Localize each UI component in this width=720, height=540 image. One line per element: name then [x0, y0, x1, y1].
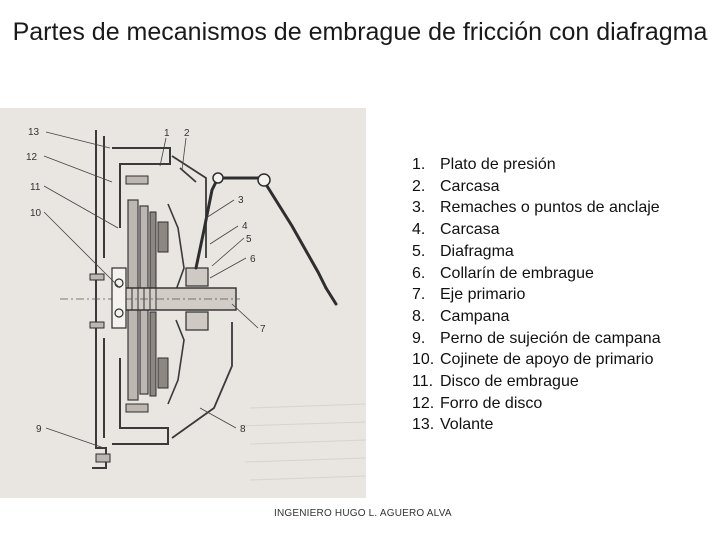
- legend-number: 9.: [412, 329, 426, 347]
- legend-item: [412, 241, 661, 263]
- legend-item: [412, 328, 661, 350]
- legend-item: [412, 393, 661, 415]
- legend-item: [412, 219, 661, 241]
- legend-number: 10.: [412, 351, 435, 369]
- callout-2: 2: [184, 128, 190, 139]
- callout-11: 11: [30, 182, 41, 193]
- clutch-diagram-drawing: [0, 108, 366, 498]
- legend-label: Campana: [440, 307, 510, 325]
- callout-8: 8: [240, 424, 246, 435]
- callout-1: 1: [164, 128, 170, 139]
- legend-item: [412, 306, 661, 328]
- legend-label: Remaches o puntos de anclaje: [440, 199, 660, 217]
- legend-item: [412, 197, 661, 219]
- legend-item: [412, 284, 661, 306]
- legend-item: [412, 371, 661, 393]
- legend-number: 13.: [412, 416, 435, 434]
- primary-shaft: [60, 288, 240, 310]
- callout-6: 6: [250, 254, 256, 265]
- legend-label: Perno de sujeción de campana: [440, 329, 661, 347]
- legend-item: [412, 349, 661, 371]
- legend-label: Forro de disco: [440, 394, 543, 412]
- legend-label: Volante: [440, 416, 494, 434]
- legend-number: 11.: [412, 373, 434, 391]
- parts-legend: [412, 154, 661, 436]
- legend-label: Disco de embrague: [440, 373, 579, 391]
- slide-title: Partes de mecanismos de embrague de fricción con diafragma: [12, 18, 708, 46]
- legend-number: 7.: [412, 286, 426, 304]
- clutch-diagram: [0, 108, 366, 498]
- callout-12: 12: [26, 152, 38, 163]
- legend-label: Carcasa: [440, 221, 500, 239]
- legend-item: [412, 154, 661, 176]
- author-footer: INGENIERO HUGO L. AGUERO ALVA: [274, 508, 452, 519]
- legend-number: 5.: [412, 242, 426, 260]
- legend-item: [412, 176, 661, 198]
- legend-label: Diafragma: [440, 242, 514, 260]
- clutch-fork-linkage: [196, 178, 336, 304]
- legend-label: Carcasa: [440, 177, 500, 195]
- callout-5: 5: [246, 234, 252, 245]
- callout-4: 4: [242, 221, 248, 232]
- legend-number: 2.: [412, 177, 426, 195]
- callout-3: 3: [238, 195, 244, 206]
- legend-label: Eje primario: [440, 286, 526, 304]
- legend-number: 8.: [412, 307, 426, 325]
- background-texture: [240, 404, 366, 480]
- legend-number: 3.: [412, 199, 426, 217]
- legend-number: 12.: [412, 394, 435, 412]
- legend-label: Plato de presión: [440, 156, 556, 173]
- legend-number: 6.: [412, 264, 426, 282]
- callout-9: 9: [36, 424, 42, 435]
- callout-10: 10: [30, 208, 42, 219]
- legend-number: 1.: [412, 156, 426, 173]
- callout-7: 7: [260, 324, 266, 335]
- legend-item: [412, 263, 661, 285]
- callout-13: 13: [28, 127, 40, 138]
- legend-number: 4.: [412, 221, 426, 239]
- legend-label: Collarín de embrague: [440, 264, 594, 282]
- legend-label: Cojinete de apoyo de primario: [440, 351, 654, 369]
- pilot-bearing: [112, 268, 126, 328]
- legend-item: [412, 414, 661, 436]
